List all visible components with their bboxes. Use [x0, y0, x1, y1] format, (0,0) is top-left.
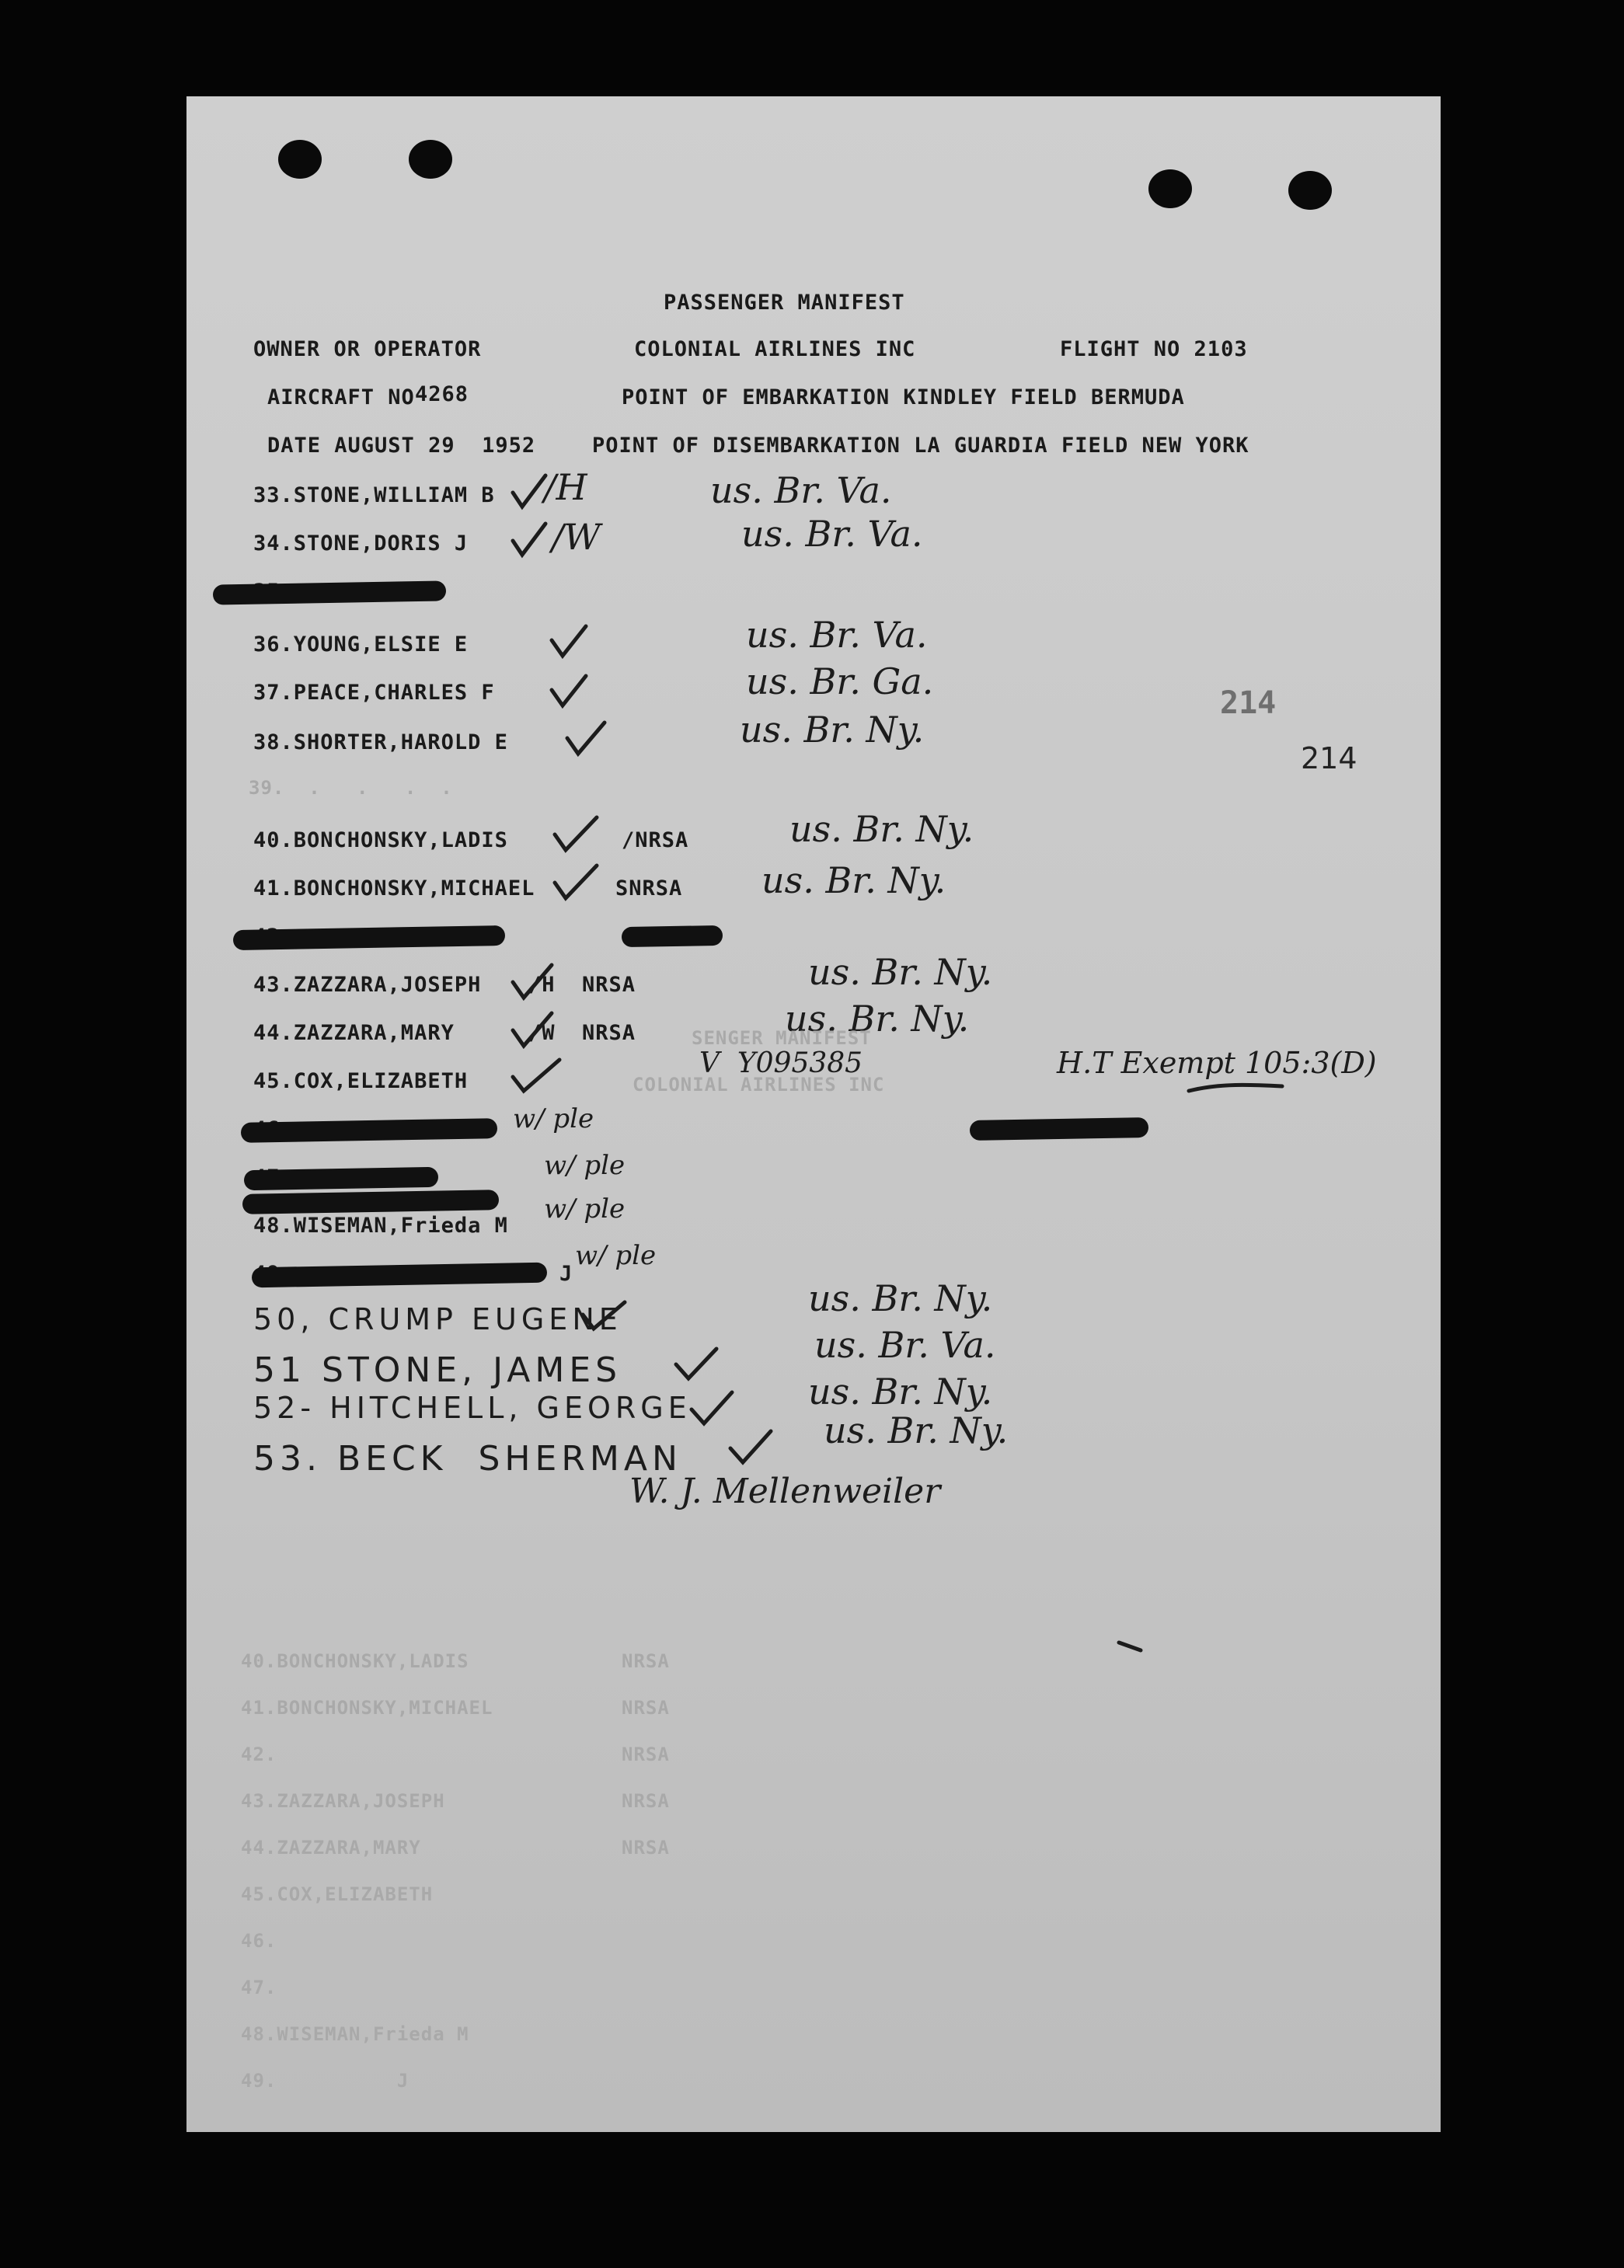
passenger-row: 40.BONCHONSKY,LADIS	[253, 828, 508, 852]
bleed-through-text: 48.WISEMAN,Frieda M	[241, 2023, 469, 2045]
passenger-row: 48.WISEMAN,Frieda M	[253, 1214, 508, 1238]
check-mark	[552, 626, 586, 656]
passenger-code: /W NRSA	[528, 1021, 636, 1045]
stamped-number: 214	[1220, 685, 1277, 721]
passenger-notes: us. Br. Ny.	[808, 1277, 993, 1319]
passenger-row: 37.PEACE,CHARLES F	[253, 681, 495, 705]
passenger-row: 53. BECK SHERMAN	[253, 1439, 682, 1479]
passenger-notes: us. Br. Ny.	[808, 951, 993, 993]
passenger-notes: us. Br. Ny.	[808, 1371, 993, 1413]
passenger-row: 36.YOUNG,ELSIE E	[253, 632, 469, 657]
embarkation-point: POINT OF EMBARKATION KINDLEY FIELD BERMUDA	[622, 385, 1185, 409]
disembarkation-point: POINT OF DISEMBARKATION LA GUARDIA FIELD NEW YORK	[592, 434, 1249, 458]
passenger-notes: us. Br. Ny.	[785, 998, 970, 1040]
passenger-notes: w/ ple	[513, 1103, 594, 1134]
check-mark	[555, 817, 597, 850]
bleed-through-text: 42.	[241, 1744, 277, 1765]
bleed-through-text: 47.	[241, 1977, 277, 1998]
passenger-notes: us. Br. Va.	[746, 614, 928, 656]
check-mark	[513, 524, 545, 555]
flight-number: FLIGHT NO 2103	[1060, 337, 1248, 361]
passenger-row: 44.ZAZZARA,MARY	[253, 1021, 455, 1045]
passenger-notes: w/ ple	[544, 1193, 626, 1225]
bleed-through-text: 40.BONCHONSKY,LADIS	[241, 1650, 469, 1672]
bleed-through-text: NRSA	[622, 1697, 670, 1719]
bleed-through-text: 41.BONCHONSKY,MICHAEL	[241, 1697, 493, 1719]
check-mark	[552, 676, 586, 705]
passenger-code: /W	[552, 516, 601, 558]
passenger-notes: w/ ple	[544, 1150, 626, 1181]
passenger-code: /NRSA	[622, 828, 689, 852]
passenger-row: 41.BONCHONSKY,MICHAEL	[253, 876, 535, 901]
manifest-title: PASSENGER MANIFEST	[664, 291, 905, 315]
stray-mark	[1119, 1643, 1141, 1650]
passenger-notes: us. Br. Ga.	[746, 660, 934, 702]
passenger-row: 33.STONE,WILLIAM B	[253, 483, 495, 507]
passenger-notes: us. Br. Va.	[741, 513, 923, 555]
bleed-through-text: 44.ZAZZARA,MARY	[241, 1837, 421, 1859]
passenger-row: 50, CRUMP EUGENE	[253, 1302, 622, 1336]
passenger-row: 51 STONE, JAMES	[253, 1350, 622, 1390]
underline-mark	[1189, 1085, 1282, 1091]
passenger-row: 45.COX,ELIZABETH	[253, 1069, 469, 1093]
check-mark	[513, 1060, 559, 1091]
passenger-code: /H NRSA	[528, 973, 636, 997]
bleed-through-text: NRSA	[622, 1744, 670, 1765]
bleed-through-text: SENGER MANIFEST	[692, 1027, 872, 1049]
bleed-through-text: 45.COX,ELIZABETH	[241, 1883, 434, 1905]
passenger-notes: us. Br. Ny.	[789, 808, 974, 850]
check-mark	[583, 1302, 625, 1329]
bleed-through-text: COLONIAL AIRLINES INC	[633, 1074, 885, 1096]
manifest-page	[186, 96, 1441, 2132]
owner-value: COLONIAL AIRLINES INC	[634, 337, 916, 361]
check-mark	[513, 476, 545, 507]
passenger-notes: us. Br. Ny.	[824, 1409, 1009, 1451]
passenger-notes: V Y095385	[699, 1047, 863, 1079]
bleed-through-text: NRSA	[622, 1837, 670, 1859]
bleed-through-text: NRSA	[622, 1790, 670, 1812]
passenger-notes: us. Br. Ny.	[740, 709, 925, 751]
check-mark	[555, 866, 597, 898]
passenger-row: 38.SHORTER,HAROLD E	[253, 730, 508, 754]
faded-line: 39. . . . .	[249, 777, 453, 799]
check-mark	[513, 1013, 552, 1046]
bleed-through-text: 46.	[241, 1930, 277, 1952]
passenger-notes: us. Br. Va.	[710, 469, 892, 511]
check-mark	[730, 1431, 771, 1462]
passenger-code: /H	[544, 466, 587, 508]
check-mark	[513, 965, 552, 998]
passenger-notes: us. Br. Ny.	[761, 859, 946, 901]
bleed-through-text: 43.ZAZZARA,JOSEPH	[241, 1790, 445, 1812]
check-mark	[676, 1349, 716, 1378]
check-marks	[186, 96, 1441, 2132]
flight-date: DATE AUGUST 29 1952	[267, 434, 536, 458]
passenger-notes: us. Br. Va.	[814, 1324, 996, 1366]
passenger-notes: w/ ple	[575, 1240, 657, 1271]
check-mark	[567, 723, 605, 754]
exemption-note: H.T Exempt 105:3(D)	[1057, 1046, 1377, 1080]
passenger-row: 52- HITCHELL, GEORGE	[253, 1391, 692, 1425]
passenger-row: 34.STONE,DORIS J	[253, 531, 469, 556]
aircraft-label: AIRCRAFT NO	[267, 385, 415, 409]
page-number: 214	[1301, 741, 1357, 775]
check-mark	[692, 1392, 732, 1423]
bleed-through-text: NRSA	[622, 1650, 670, 1672]
bleed-through-text: 49. J	[241, 2070, 409, 2092]
passenger-code: SNRSA	[615, 876, 683, 901]
signature: W. J. Mellenweiler	[629, 1472, 941, 1511]
owner-label: OWNER OR OPERATOR	[253, 337, 482, 361]
aircraft-number: 4268	[415, 382, 469, 406]
passenger-row: 43.ZAZZARA,JOSEPH	[253, 973, 482, 997]
passenger-code: J	[559, 1262, 573, 1286]
